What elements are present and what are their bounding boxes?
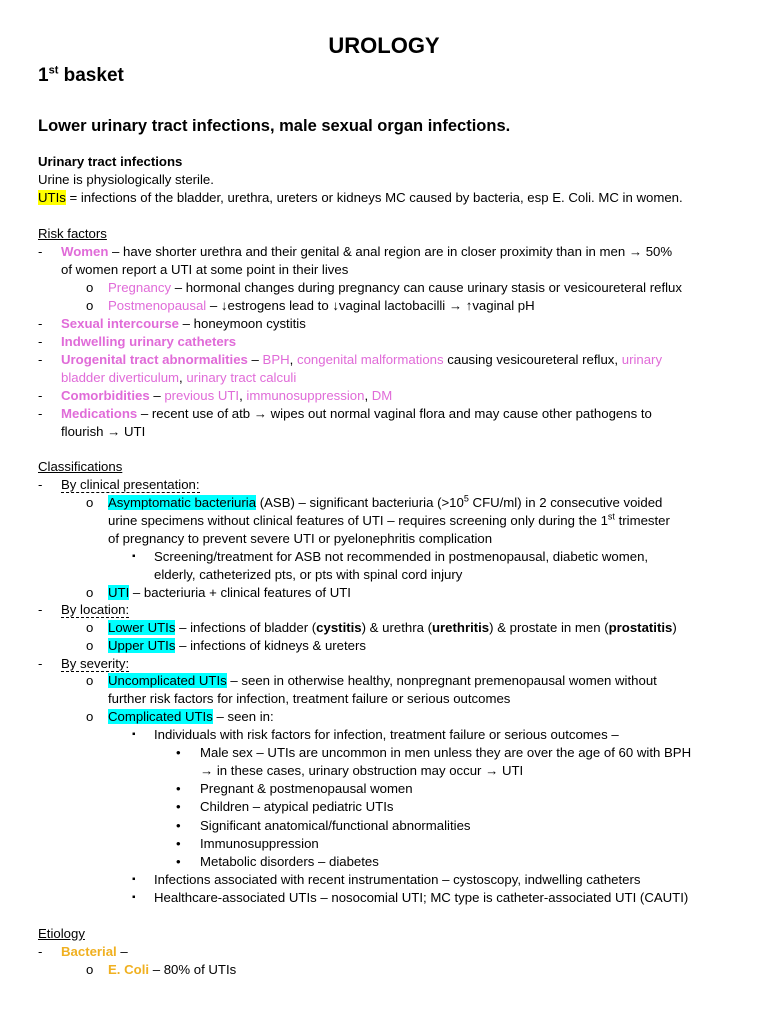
- lower-utis: [108, 619, 677, 637]
- location-label: By location:: [61, 602, 130, 617]
- risk-women: [61, 243, 672, 261]
- comp-text: – seen in:: [212, 709, 274, 724]
- risk-sexual: [61, 315, 306, 333]
- dash-marker: -: [38, 406, 43, 421]
- congenital: congenital malformations: [297, 352, 444, 367]
- risk-heading: Risk factors: [38, 226, 107, 241]
- prostatitis: prostatitis: [608, 620, 673, 635]
- dash-marker: -: [38, 244, 43, 259]
- sep: ,: [179, 370, 187, 385]
- upper-utis: [108, 637, 366, 655]
- asb-text: trimester: [614, 513, 670, 528]
- women-term: Women: [61, 244, 109, 259]
- postmeno-term: Postmenopausal: [108, 298, 207, 313]
- bullet-marker: •: [176, 799, 181, 814]
- by-severity: [61, 655, 129, 673]
- dash-marker: -: [38, 388, 43, 403]
- square-marker: ▪: [132, 874, 136, 885]
- bph: BPH: [262, 352, 290, 367]
- dash-marker: -: [38, 656, 43, 671]
- asb-term: Asymptomatic bacteriuria: [108, 495, 257, 510]
- postmeno-text: – ↓estrogens lead to ↓vaginal lactobacilli → ↑vaginal pH: [206, 298, 535, 313]
- sexual-term: Sexual intercourse: [61, 316, 180, 331]
- dash-marker: -: [38, 352, 43, 367]
- risk-pregnancy: [108, 279, 682, 297]
- pregnant-line: Pregnant & postmenopausal women: [200, 781, 413, 796]
- bullet-marker: •: [176, 781, 181, 796]
- square-marker: ▪: [132, 892, 136, 903]
- meds-term: Medications: [61, 406, 138, 421]
- risk-medications: [61, 405, 652, 423]
- meds-text: – recent use of atb → wipes out normal vaginal flora and may cause other pathogens to: [137, 406, 652, 421]
- individuals-line: Individuals with risk factors for infection, treatment failure or serious outcomes –: [154, 727, 619, 742]
- uncomp-term: Uncomplicated UTIs: [108, 673, 227, 688]
- bullet-marker: •: [176, 818, 181, 833]
- immuno-line: Immunosuppression: [200, 836, 319, 851]
- healthcare-line: Healthcare-associated UTIs – nosocomial UTI; MC type is catheter-associated UTI (CAUTI): [154, 890, 689, 905]
- etiology-heading: Etiology: [38, 926, 85, 941]
- sep: –: [116, 944, 128, 959]
- uncomplicated-line2: further risk factors for infection, treatment failure or serious outcomes: [108, 691, 511, 706]
- uncomplicated-line1: [108, 672, 657, 690]
- square-marker: ▪: [132, 729, 136, 740]
- calculi: urinary tract calculi: [186, 370, 297, 385]
- asb-text: urine specimens without clinical features of UTI – requires screening only during the 1: [108, 513, 608, 528]
- anatomical-line: Significant anatomical/functional abnormalities: [200, 818, 471, 833]
- basket-superscript: st: [48, 64, 59, 77]
- bacterial-term: Bacterial: [61, 944, 117, 959]
- upper-term: Upper UTIs: [108, 638, 176, 653]
- comorb-term: Comorbidities: [61, 388, 150, 403]
- asb-text: (ASB) – significant bacteriuria (>10: [256, 495, 464, 510]
- section-title: Lower urinary tract infections, male sexual organ infections.: [38, 117, 511, 135]
- page-title: UROLOGY: [328, 33, 440, 58]
- urinary-start: urinary: [621, 352, 663, 367]
- dash-marker: -: [38, 602, 43, 617]
- bacterial-line: [61, 943, 128, 961]
- utis-def-text: = infections of the bladder, urethra, ureters or kidneys MC caused by bacteria, esp E. Coli. MC in women.: [65, 190, 683, 205]
- urogenital-mid: causing vesicoureteral reflux,: [443, 352, 622, 367]
- asb-sup: st: [607, 511, 615, 522]
- asb-line1: [108, 494, 662, 512]
- by-location: [61, 601, 129, 619]
- circle-marker: o: [86, 585, 94, 600]
- classifications-heading: Classifications: [38, 459, 123, 474]
- cystitis: cystitis: [316, 620, 362, 635]
- urogenital-term: Urogenital tract abnormalities: [61, 352, 248, 367]
- sep: ,: [364, 388, 372, 403]
- dash-marker: -: [38, 334, 43, 349]
- lower-text: – infections of bladder (: [175, 620, 317, 635]
- circle-marker: o: [86, 962, 94, 977]
- sexual-text: – honeymoon cystitis: [179, 316, 306, 331]
- risk-urogenital: [61, 351, 662, 369]
- ecoli-text: – 80% of UTIs: [149, 962, 237, 977]
- upper-text: – infections of kidneys & ureters: [175, 638, 367, 653]
- basket-number: 1: [38, 65, 49, 86]
- metabolic-line: Metabolic disorders – diabetes: [200, 854, 379, 869]
- sep: –: [247, 352, 263, 367]
- basket-word: basket: [58, 65, 124, 86]
- lower-text: ): [672, 620, 677, 635]
- urethritis: urethritis: [431, 620, 490, 635]
- bullet-marker: •: [176, 836, 181, 851]
- lower-text: ) & urethra (: [361, 620, 432, 635]
- uti-heading: Urinary tract infections: [38, 154, 183, 169]
- by-clinical: [61, 476, 200, 494]
- dash-marker: -: [38, 316, 43, 331]
- utis-definition: [38, 189, 683, 207]
- sep: ,: [239, 388, 247, 403]
- asb-line2: [108, 512, 670, 530]
- uncomp-text: – seen in otherwise healthy, nonpregnant premenopausal women without: [226, 673, 657, 688]
- ecoli-line: [108, 961, 236, 979]
- circle-marker: o: [86, 280, 94, 295]
- risk-urogenital-cont: [61, 369, 296, 387]
- risk-comorbidities: [61, 387, 392, 405]
- lower-term: Lower UTIs: [108, 620, 176, 635]
- dash-marker: -: [38, 944, 43, 959]
- uti-text: – bacteriuria + clinical features of UTI: [129, 585, 351, 600]
- prev-uti: previous UTI: [164, 388, 240, 403]
- complicated-line: [108, 708, 274, 726]
- women-text: – have shorter urethra and their genital & anal region are in closer proximity than in men → 50%: [108, 244, 673, 259]
- circle-marker: o: [86, 298, 94, 313]
- male-line1: Male sex – UTIs are uncommon in men unless they are over the age of 60 with BPH: [200, 745, 692, 760]
- severity-label: By severity:: [61, 656, 130, 671]
- asb-sup: 5: [463, 493, 469, 504]
- uti-term: UTI: [108, 585, 130, 600]
- sep: ,: [289, 352, 297, 367]
- bladder-diverticulum: bladder diverticulum: [61, 370, 180, 385]
- risk-medications-cont: flourish → UTI: [61, 424, 146, 439]
- basket-heading: [38, 63, 124, 89]
- sep: –: [149, 388, 165, 403]
- circle-marker: o: [86, 620, 94, 635]
- circle-marker: o: [86, 673, 94, 688]
- uti-line: [108, 584, 351, 602]
- risk-postmeno: [108, 297, 535, 315]
- bullet-marker: •: [176, 854, 181, 869]
- asb-text: CFU/ml) in 2 consecutive voided: [468, 495, 663, 510]
- dash-marker: -: [38, 477, 43, 492]
- ecoli-term: E. Coli: [108, 962, 150, 977]
- comp-term: Complicated UTIs: [108, 709, 213, 724]
- circle-marker: o: [86, 495, 94, 510]
- circle-marker: o: [86, 709, 94, 724]
- square-marker: ▪: [132, 551, 136, 562]
- asb-line3: of pregnancy to prevent severe UTI or pyelonephritis complication: [108, 531, 493, 546]
- male-line2: → in these cases, urinary obstruction may occur → UTI: [200, 763, 524, 778]
- risk-catheters: Indwelling urinary catheters: [61, 334, 237, 349]
- utis-term: UTIs: [38, 190, 66, 205]
- sterile-line: Urine is physiologically sterile.: [38, 172, 214, 187]
- risk-women-cont: of women report a UTI at some point in their lives: [61, 262, 349, 277]
- pregnancy-text: – hormonal changes during pregnancy can cause urinary stasis or vesicoureteral reflux: [171, 280, 682, 295]
- instrumentation-line: Infections associated with recent instrumentation – cystoscopy, indwelling catheters: [154, 872, 641, 887]
- pregnancy-term: Pregnancy: [108, 280, 172, 295]
- dm: DM: [371, 388, 393, 403]
- screen-line2: elderly, catheterized pts, or pts with spinal cord injury: [154, 567, 463, 582]
- circle-marker: o: [86, 638, 94, 653]
- clinical-label: By clinical presentation:: [61, 477, 200, 492]
- children-line: Children – atypical pediatric UTIs: [200, 799, 394, 814]
- lower-text: ) & prostate in men (: [489, 620, 609, 635]
- bullet-marker: •: [176, 745, 181, 760]
- immunosuppression: immunosuppression: [246, 388, 365, 403]
- screen-line1: Screening/treatment for ASB not recommended in postmenopausal, diabetic women,: [154, 549, 649, 564]
